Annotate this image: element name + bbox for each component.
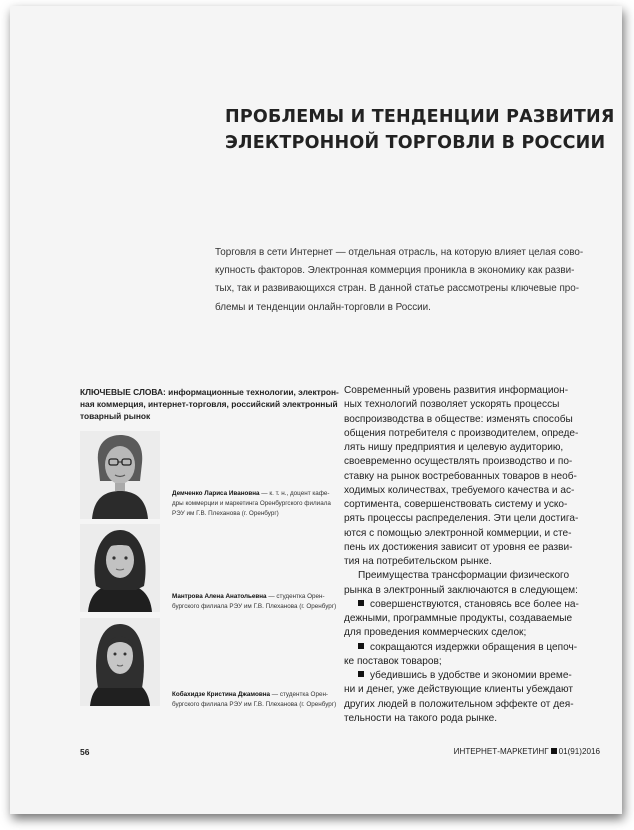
body-line: ставку на рынок востребованных товаров в необ- [344,470,577,482]
body-line: рынка в электронный заключаются в следующем: [344,584,578,596]
keywords-line: ная коммерция, интернет-торговля, российский электронный [80,399,338,410]
bullet-square-icon [358,643,364,649]
author-info [172,690,336,710]
author-name: Мантрова Алена Анатольевна [172,593,267,600]
body-line: Современный уровень развития информацион- [344,385,569,396]
body-line: пень их достижения зависит от уровня ее разви- [344,541,573,553]
title-line: ПРОБЛЕМЫ И ТЕНДЕНЦИИ РАЗВИТИЯ [225,107,615,127]
bullet-text: сокращаются издержки обращения в цепоч- [370,641,578,653]
author-card [80,431,340,521]
bullet-text: убедившись в удобстве и экономии време- [370,670,572,681]
author-name: Демченко Лариса Ивановна [172,490,260,497]
author-card [80,618,340,708]
body-line: ходимых количествах, требуемого качества и ас- [344,484,575,496]
author-info [172,489,331,519]
author-affiliation: — студентка Орен- [268,593,325,600]
journal-name: ИНТЕРНЕТ-МАРКЕТИНГ [453,747,549,756]
keywords-line: КЛЮЧЕВЫЕ СЛОВА: информационные технологии, электрон- [80,387,339,397]
bullet-text: ке поставок товаров; [344,655,442,667]
body-line: своевременно осуществлять производство и по- [344,456,573,468]
author-affiliation: бургского филиала РЭУ им Г.В. Плеханова (г. Оренбург) [172,603,337,610]
body-line: рять процессы распределения. Эти цели достига- [344,513,579,525]
bullet-square-icon [358,671,364,677]
author-affiliation: — к. т. н., доцент кафе- [261,490,330,497]
bullet-text: тельности на такого рода рынке. [344,712,498,724]
bullet-square-icon [358,600,364,606]
bullet-text: ни и денег, уже действующие клиенты убеждают [344,684,573,696]
body-line: воспроизводства в обществе: изменять способы [344,413,573,425]
author-photo [80,431,160,519]
bullet-item [344,598,594,612]
author-info [172,592,336,612]
journal-footer [454,747,600,756]
body-line: ются с помощью электронной коммерции, и сте- [344,527,572,539]
bullet-text: для проведения коммерческих сделок; [344,627,527,639]
body-line: ных технологий позволяет ускорять процессы [344,399,560,411]
body-line: тия на потребительском рынке. [344,556,492,567]
abstract-line: блемы и тенденции онлайн-торговли в России. [215,301,431,313]
body-text [344,384,594,726]
author-card [80,524,340,614]
abstract-line: тых, так и развивающихся стран. В данной статье рассмотрены ключевые про- [215,283,580,295]
body-line: лять нишу предприятия и целевую аудиторию, [344,442,564,453]
journal-issue: 01(91)2016 [558,747,600,756]
keywords [80,386,339,423]
body-line: сортимента, совершенствовать систему и уско- [344,499,568,510]
bullet-text: других людей в положительном эффекте от дея- [344,698,574,710]
author-name: Кобахидзе Кристина Джамовна [172,691,271,698]
keywords-line: товарный рынок [80,411,151,422]
bullet-text: совершенствуются, становясь все более на- [370,598,579,610]
article-title [225,104,615,156]
abstract-line: Торговля в сети Интернет — отдельная отрасль, на которую влияет целая сово- [215,247,584,258]
author-affiliation: дры коммерции и маркетинга Оренбургского филиала [172,500,331,507]
author-affiliation: бургского филиала РЭУ им Г.В. Плеханова (г. Оренбург) [172,701,337,708]
page-sheet [10,6,622,814]
abstract-line: купность факторов. Электронная коммерция проникла в экономику как разви- [215,265,575,277]
separator-square-icon [551,748,557,754]
title-line: ЭЛЕКТРОННОЙ ТОРГОВЛИ В РОССИИ [225,133,606,153]
author-photo [80,618,160,706]
author-photo [80,524,160,612]
bullet-text: дежными, программные продукты, создаваемые [344,613,573,624]
abstract [215,244,587,317]
bullet-item [344,641,594,655]
body-line: общения потребителя с производителем, опреде- [344,427,579,439]
author-affiliation: РЭУ им Г.В. Плеханова (г. Оренбург) [172,510,279,517]
bullet-item [344,669,594,683]
page-number: 56 [80,747,90,757]
body-line: Преимущества трансформации физического [358,570,570,582]
author-affiliation: — студентка Орен- [271,691,329,698]
